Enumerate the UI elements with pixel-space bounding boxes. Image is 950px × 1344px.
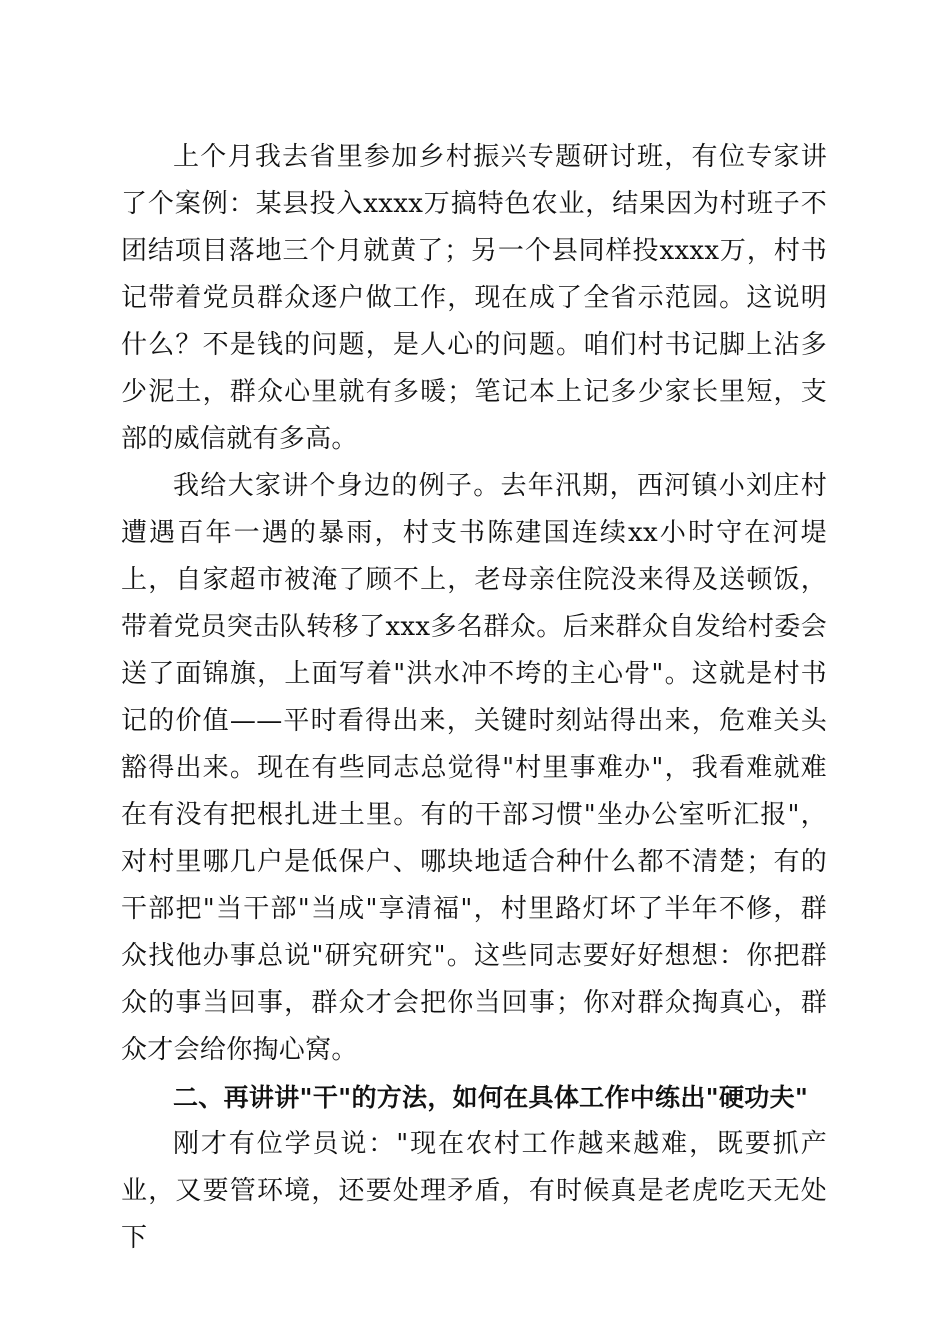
paragraph-local-example: 我给大家讲个身边的例子。去年汛期，西河镇小刘庄村遭遇百年一遇的暴雨，村支书陈建国连续xx小时守在河堤上，自家超市被淹了顾不上，老母亲住院没来得及送顿饭，带着党员突击队转移了xxx多名群众。后来群众自发给村委会送了面锦旗，上面写着"洪水冲不垮的主心骨"。这就是村书记的价值——平时看得出来，关键时刻站得出来，危难关头豁得出来。现在有些同志总觉得"村里事难办"，我看难就难在有没有把根扎进土里。有的干部习惯"坐办公室听汇报"，对村里哪几户是低保户、哪块地适合种什么都不清楚；有的干部把"当干部"当成"享清福"，村里路灯坏了半年不修，群众找他办事总说"研究研究"。这些同志要好好想想：你把群众的事当回事，群众才会把你当回事；你对群众掏真心，群众才会给你掏心窝。 xyxy=(121,471,827,1065)
document-body xyxy=(121,134,827,1262)
paragraph-student-quote: 刚才有位学员说："现在农村工作越来越难，既要抓产业，又要管环境，还要处理矛盾，有时候真是老虎吃天无处下 xyxy=(121,1129,827,1253)
paragraph-case-study: 上个月我去省里参加乡村振兴专题研讨班，有位专家讲了个案例：某县投入xxxx万搞特色农业，结果因为村班子不团结项目落地三个月就黄了；另一个县同样投xxxx万，村书记带着党员群众逐户做工作，现在成了全省示范园。这说明什么？不是钱的问题，是人心的问题。咱们村书记脚上沾多少泥土，群众心里就有多暖；笔记本上记多少家长里短，支部的威信就有多高。 xyxy=(121,142,827,454)
section-heading: 二、再讲讲"干"的方法，如何在具体工作中练出"硬功夫" xyxy=(173,1083,809,1112)
